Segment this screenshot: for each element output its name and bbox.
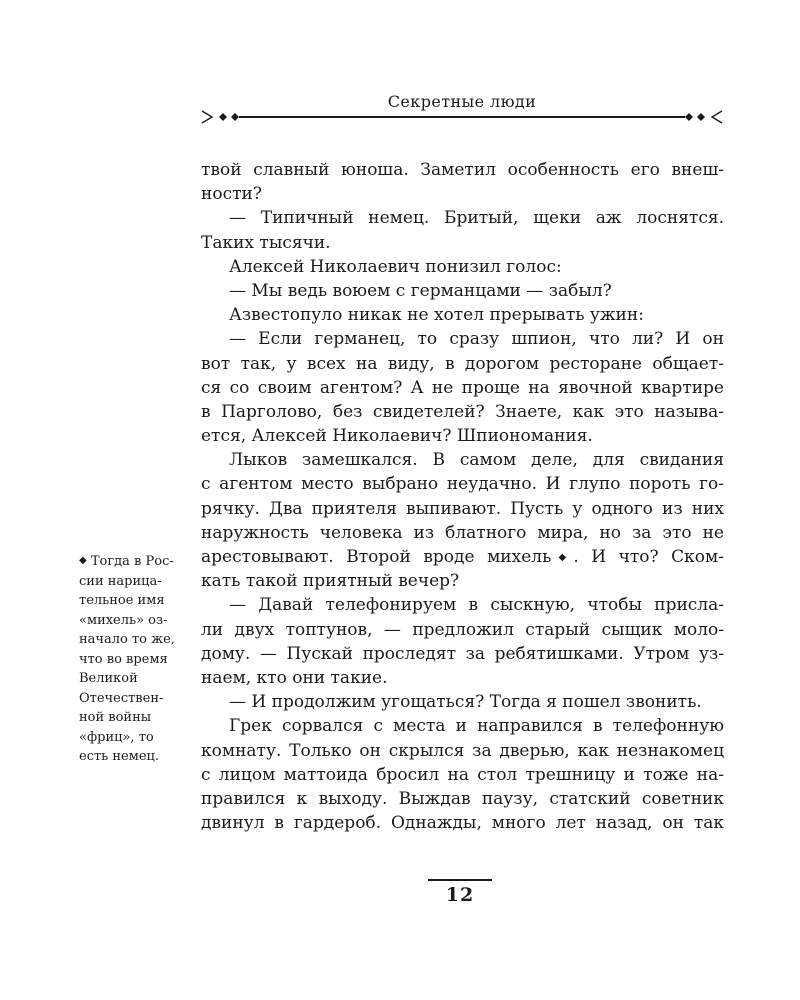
note-line: начало то же,: [79, 632, 175, 647]
note-line: сии нарица-: [79, 573, 162, 589]
note-line: что во время: [79, 651, 168, 667]
text-line: наружность человека из блатного мира, но за это не: [201, 522, 724, 543]
rule-left-diamond-icon: [231, 113, 239, 121]
note-line: ной войны: [79, 710, 152, 725]
note-text: Тогда в Рос-: [90, 554, 174, 569]
text-line: твой славный юноша. Заметил особенность его внеш-: [201, 160, 724, 180]
footnote-marker-icon: ◆: [551, 552, 574, 563]
rule-right-diamond-icon: [697, 113, 705, 121]
text-line: — Если германец, то сразу шпион, что ли? И он: [229, 329, 724, 350]
text-line: — И продолжим угощаться? Тогда я пошел звонить.: [229, 692, 702, 713]
text-line: ется, Алексей Николаевич? Шпиономания.: [201, 426, 593, 447]
note-line: [79, 551, 191, 572]
text-line: Лыков замешкался. В самом деле, для свидания: [229, 450, 724, 471]
page-number: 12: [445, 884, 475, 906]
text-line: вот так, у всех на виду, в дорогом ресторане общает-: [201, 353, 724, 374]
running-title: Секретные люди: [387, 92, 537, 111]
text-line: — Давай телефонируем в сыскную, чтобы присла-: [229, 595, 724, 616]
text-line: дому. — Пускай проследят за ребятишками. Утром уз-: [201, 643, 724, 664]
text-line: — Типичный немец. Бритый, щеки аж лоснятся.: [229, 208, 724, 229]
text-line: двинул в гардероб. Однажды, много лет назад, он так: [201, 813, 724, 834]
text-line: в Парголово, без свидетелей? Знаете, как это называ-: [201, 401, 724, 422]
text-line: с агентом место выбрано неудачно. И глупо пороть го-: [201, 474, 724, 495]
text-line: правился к выходу. Выждав паузу, статский советник: [201, 788, 724, 809]
text-line: Алексей Николаевич понизил голос:: [229, 256, 562, 277]
footnote-marker-icon: ◆: [79, 555, 87, 566]
text-line: Таких тысячи.: [201, 232, 331, 253]
text-line-with-note: [201, 545, 724, 569]
rule-left-chevron-icon: [202, 111, 212, 123]
text-line: рячку. Два приятеля выпивают. Пусть у одного из них: [201, 498, 724, 519]
note-line: есть немец.: [79, 749, 160, 764]
text-segment: арестовывают. Второй вроде михель: [201, 547, 552, 567]
text-segment: . И что? Ском-: [573, 547, 724, 567]
text-line: ся со своим агентом? А не проще на явочной квартире: [201, 377, 724, 398]
page-number-rule: [428, 879, 492, 881]
body-text: [201, 158, 724, 835]
text-line: комнату. Только он скрылся за дверью, как незнакомец: [201, 740, 724, 761]
text-line: Азвестопуло никак не хотел прерывать ужин:: [229, 305, 644, 326]
text-line: с лицом маттоида бросил на стол трешницу и тоже на-: [201, 764, 724, 785]
note-line: тельное имя: [79, 593, 165, 608]
rule-right-chevron-icon: [712, 111, 722, 123]
ornamental-rule: [200, 109, 724, 125]
margin-note: [79, 551, 191, 767]
text-line: — Мы ведь воюем с германцами — забыл?: [229, 280, 612, 301]
text-line: кать такой приятный вечер?: [201, 571, 460, 592]
rule-left-diamond-icon: [219, 113, 227, 121]
rule-right-diamond-icon: [685, 113, 693, 121]
note-line: Великой: [79, 671, 138, 686]
text-line: ли двух топтунов, — предложил старый сыщик моло-: [201, 619, 724, 640]
note-line: Отечествен-: [79, 690, 164, 706]
note-line: «михель» оз-: [79, 612, 168, 628]
text-line: Грек сорвался с места и направился в телефонную: [229, 716, 724, 737]
text-line: наем, кто они такие.: [201, 667, 388, 688]
text-line: ности?: [201, 184, 262, 205]
note-line: «фриц», то: [79, 729, 154, 745]
